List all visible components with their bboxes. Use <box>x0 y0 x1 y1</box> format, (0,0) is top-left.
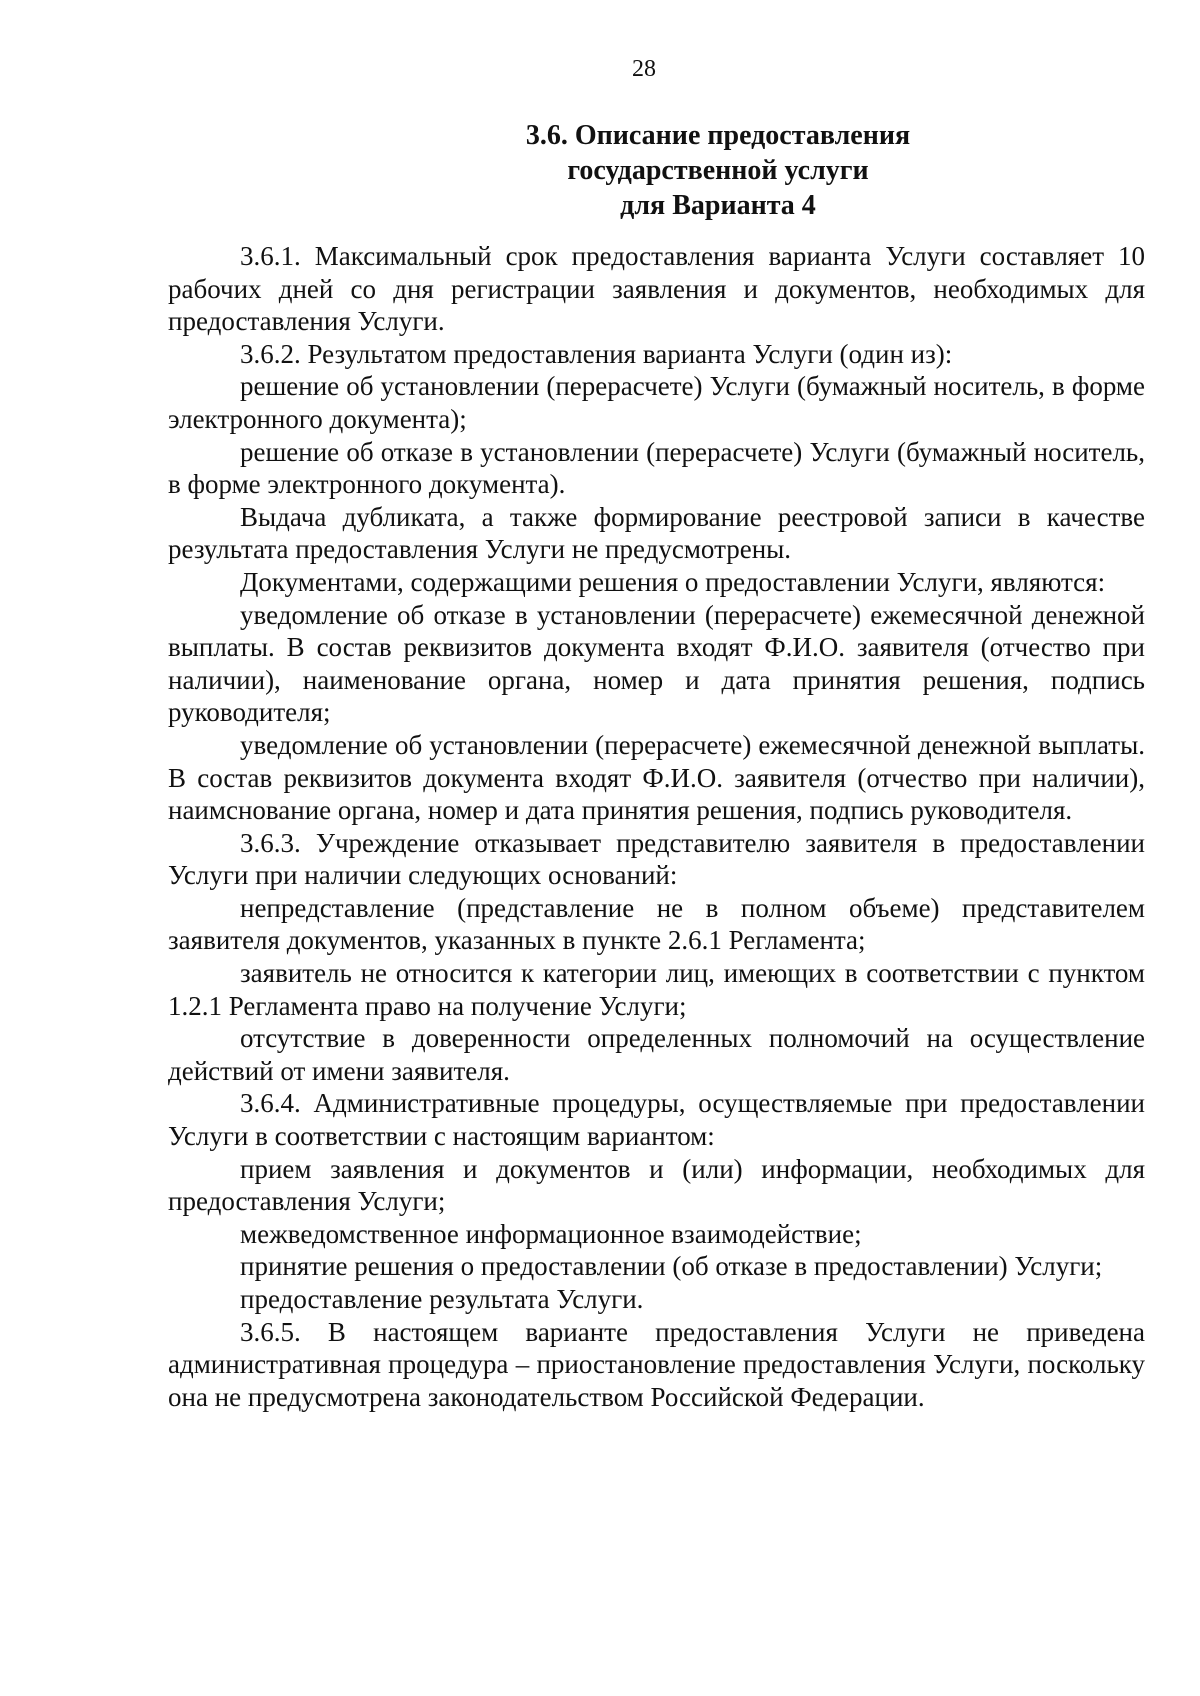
paragraph: 3.6.2. Результатом предоставления варианта Услуги (один из): <box>240 338 953 369</box>
paragraph: решение об отказе в установлении (перерасчете) Услуги (бумажный носитель, в форме электронного документа). <box>168 436 1145 500</box>
paragraph: уведомление об отказе в установлении (перерасчете) ежемесячной денежной выплаты. В состав реквизитов документа входят Ф.И.О. заявителя (отчество при наличии), наименование органа, номер и дата принятия решения, подпись руководителя; <box>168 599 1145 728</box>
paragraph: 3.6.5. В настоящем варианте предоставления Услуги не приведена административная процедура – приостановление предоставления Услуги, поскольку она не предусмотрена законодательством Российской Федерации. <box>168 1316 1145 1412</box>
paragraph: Документами, содержащими решения о предоставлении Услуги, являются: <box>240 566 1106 597</box>
paragraph: решение об установлении (перерасчете) Услуги (бумажный носитель, в форме электронного документа); <box>168 371 1145 434</box>
paragraph: уведомление об установлении (перерасчете) ежемесячной денежной выплаты. В состав реквизитов документа входят Ф.И.О. заявителя (отчество при наличии), наимснование органа, номер и дата принятия решения, подпись руководителя. <box>168 729 1145 826</box>
section-title <box>430 118 1006 223</box>
paragraph: Выдача дубликата, а также формирование реестровой записи в качестве результата предоставления Услуги не предусмотрены. <box>168 501 1145 565</box>
section-title-line: государственной услуги <box>567 155 869 186</box>
page-number: 28 <box>632 56 656 82</box>
paragraph: предоставление результата Услуги. <box>240 1284 644 1314</box>
paragraph: отсутствие в доверенности определенных полномочий на осуществление действий от имени заявителя. <box>168 1023 1145 1086</box>
paragraph: принятие решения о предоставлении (об отказе в предоставлении) Услуги; <box>240 1251 1103 1282</box>
document-body <box>168 240 1145 1413</box>
paragraph: межведомственное информационное взаимодействие; <box>240 1218 862 1249</box>
paragraph: заявитель не относится к категории лиц, имеющих в соответствии с пунктом 1.2.1 Регламента право на получение Услуги; <box>168 958 1145 1021</box>
paragraph: 3.6.3. Учреждение отказывает представителю заявителя в предоставлении Услуги при наличии следующих оснований: <box>168 827 1145 891</box>
section-title-line: 3.6. Описание предоставления <box>525 120 911 151</box>
paragraph: 3.6.1. Максимальный срок предоставления варианта Услуги составляет 10 рабочих дней со дня регистрации заявления и документов, необходимых для предоставления Услуги. <box>168 241 1145 337</box>
paragraph: непредставление (представление не в полном объеме) представителем заявителя документов, указанных в пункте 2.6.1 Регламента; <box>168 892 1145 956</box>
paragraph: прием заявления и документов и (или) информации, необходимых для предоставления Услуги; <box>168 1153 1145 1217</box>
section-title-line: для Варианта 4 <box>620 190 816 221</box>
paragraph: 3.6.4. Административные процедуры, осуществляемые при предоставлении Услуги в соответствии с настоящим вариантом: <box>168 1088 1145 1152</box>
